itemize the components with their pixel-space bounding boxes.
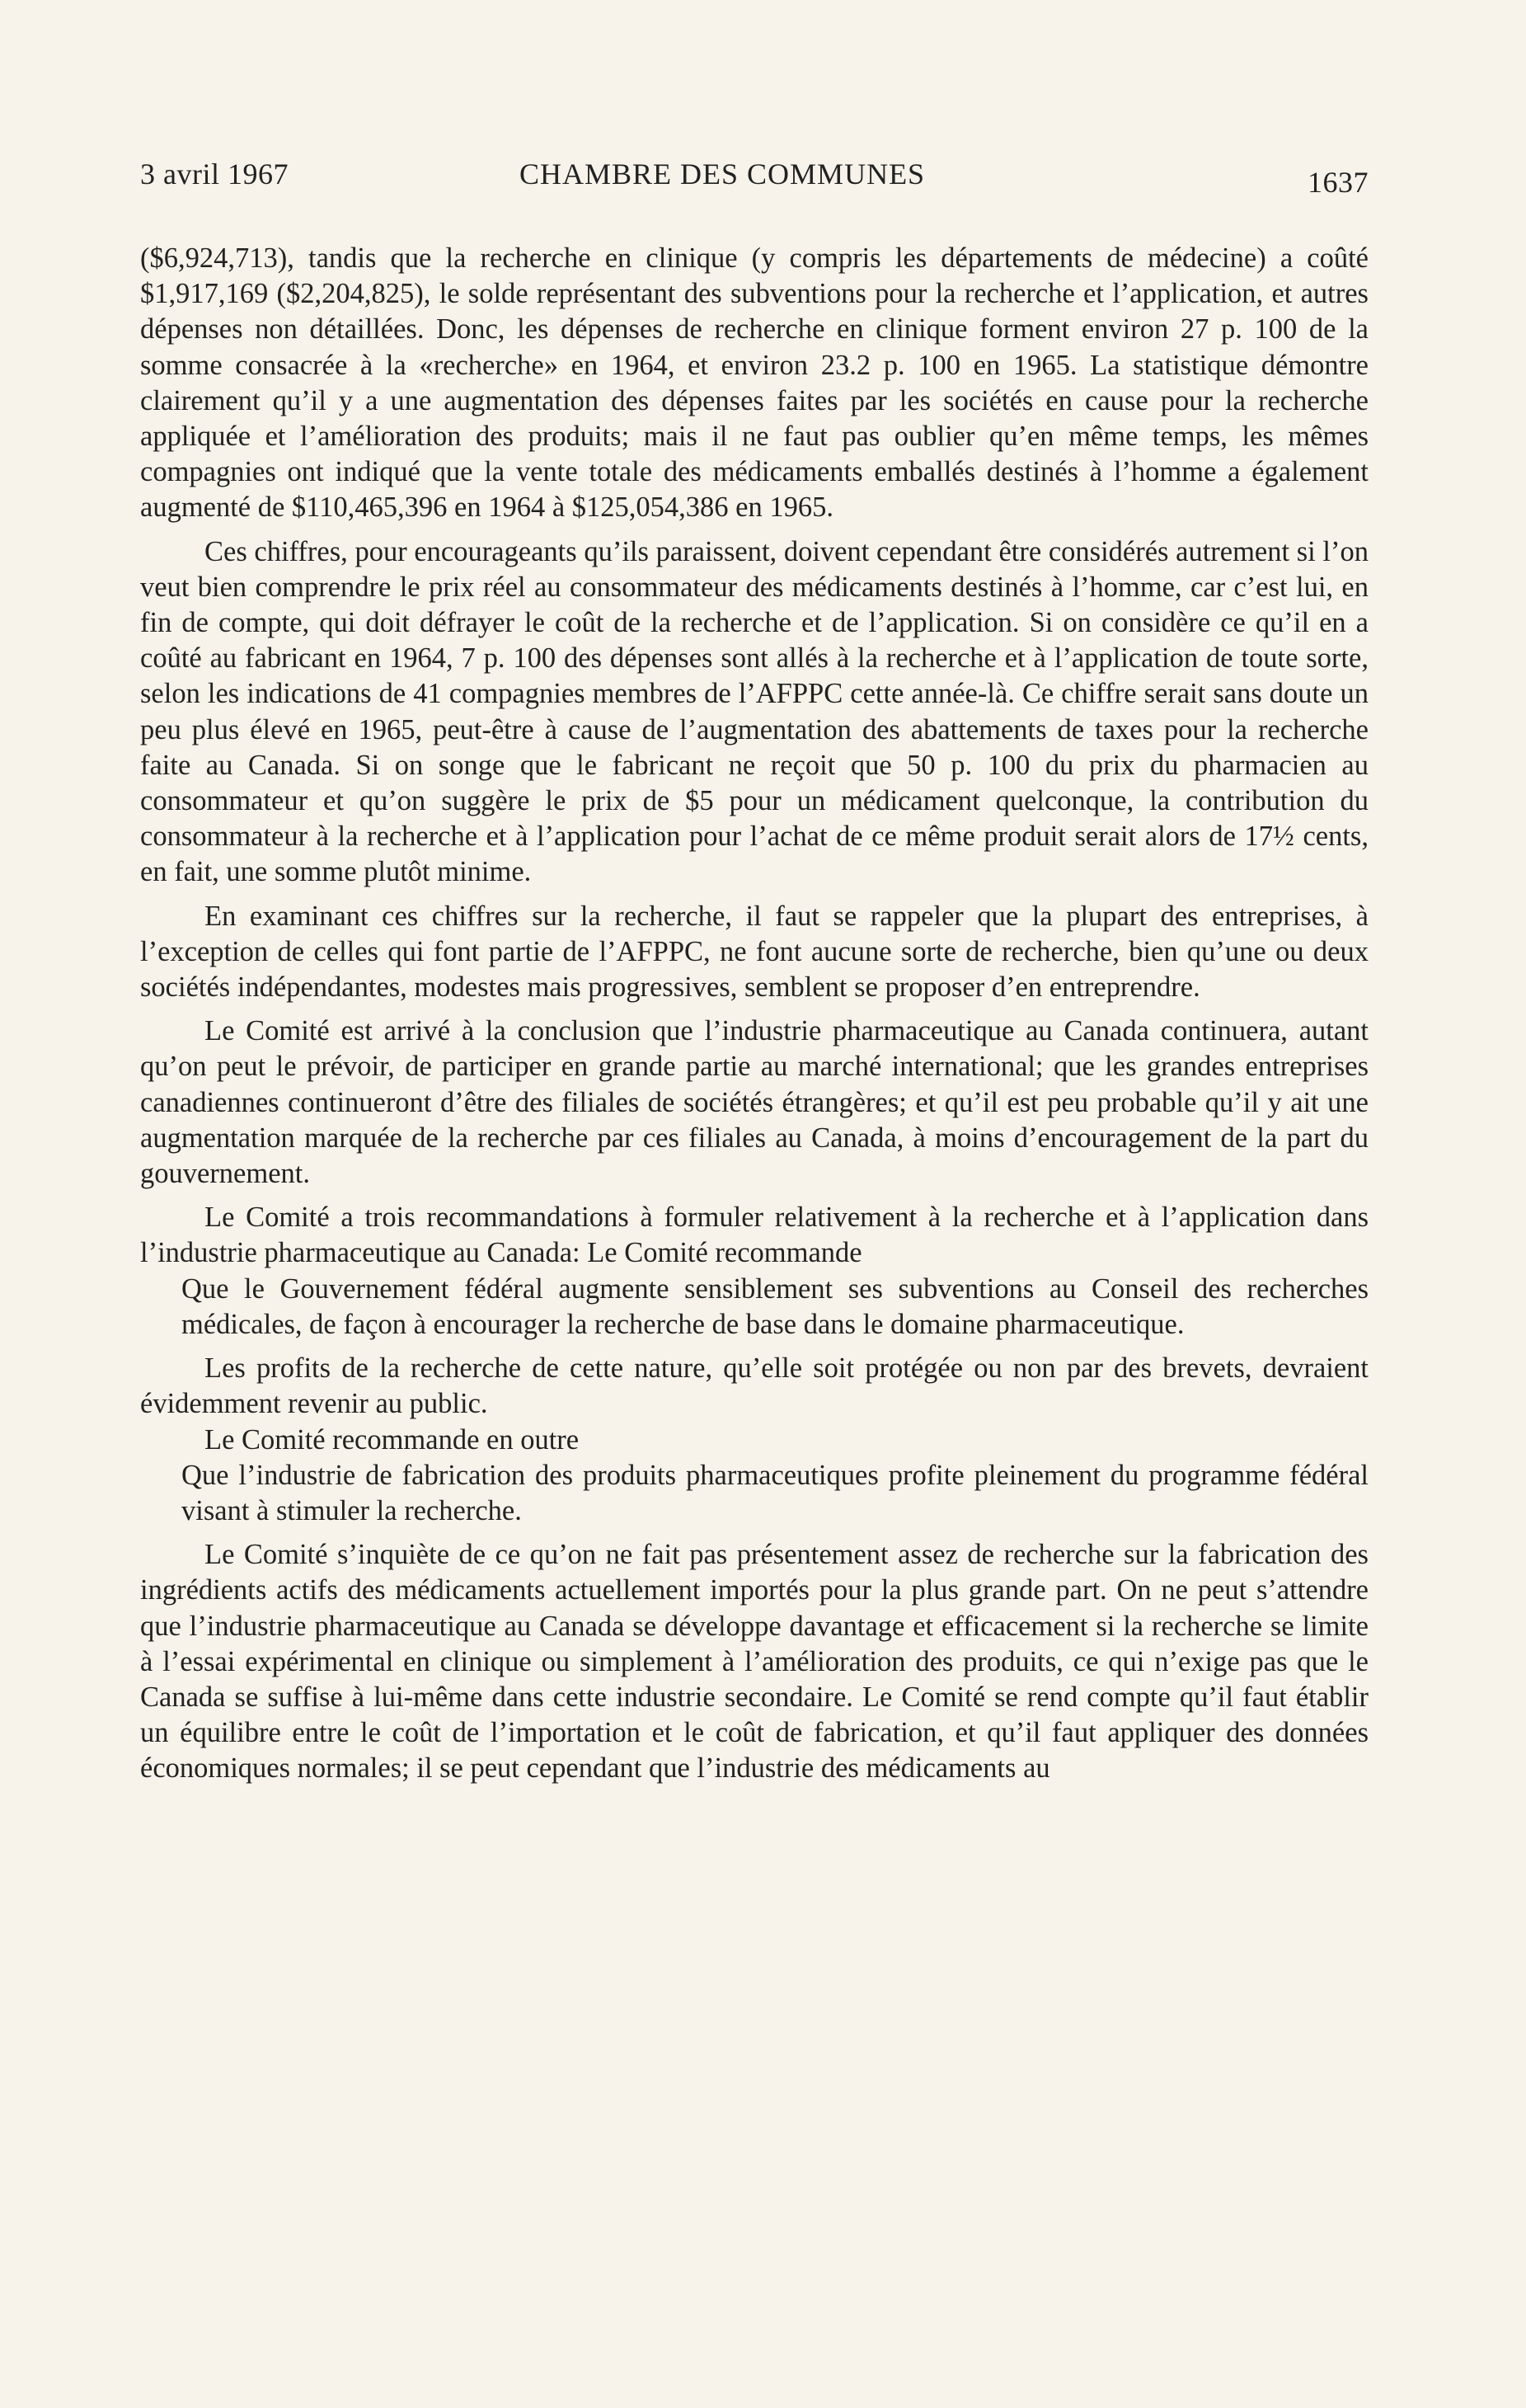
document-page [140,157,1369,1787]
header-date: 3 avril 1967 [140,158,289,190]
paragraph-4: Le Comité est arrivé à la conclusion que l’industrie pharmaceutique au Canada continuera, autant qu’on peut le prévoir, de participer en grande partie au marché international; que les grandes entreprises canadiennes continueront d’être des filiales de sociétés étrangères; et qu’il est peu probable qu’il y ait une augmentation marquée de la recherche par ces filiales au Canada, à moins d’encouragement de la part du gouvernement. [140,1015,1369,1190]
page-header [140,157,1369,206]
paragraph-2: Ces chiffres, pour encourageants qu’ils paraissent, doivent cependant être considérés autrement si l’on veut bien comprendre le prix réel au consommateur des médicaments destinés à l’homme, car c’est lui, en fin de compte, qui doit défrayer le coût de la recherche et de l’application. Si on considère ce qu’il en a coûté au fabricant en 1964, 7 p. 100 des dépenses sont allés à la recherche et à l’application de toute sorte, selon les indications de 41 compagnies membres de l’AFPPC cette année-là. Ce chiffre serait sans doute un peu plus élevé en 1965, peut-être à cause de l’augmentation des abattements de taxes pour la recherche faite au Canada. Si on songe que le fabricant ne reçoit que 50 p. 100 du prix du pharmacien au consommateur et qu’on suggère le prix de $5 pour un médicament quelconque, la contribution du consommateur à la recherche et à l’application pour l’achat de ce même produit serait alors de 17½ cents, en fait, une somme plutôt minime. [140,535,1369,888]
page-number: 1637 [1308,166,1369,199]
paragraph-last: Le Comité s’inquiète de ce qu’on ne fait pas présentement assez de recherche sur la fabrication des ingrédients actifs des médicaments actuellement importés pour la plus grande part. On ne peut s’attendre que l’industrie pharmaceutique au Canada se développe davantage et efficacement si la recherche se limite à l’essai expérimental en clinique ou simplement à l’amélioration des produits, ce qui n’exige pas que le Canada se suffise à lui-même dans cette industrie secondaire. Le Comité se rend compte qu’il faut établir un équilibre entre le coût de l’importation et le coût de fabrication, et qu’il faut appliquer des données économiques normales; il se peut cependant que l’industrie des médicaments au [140,1539,1369,1785]
recommendation-2: Que l’industrie de fabrication des produits pharmaceutiques profite pleinement du programme fédéral visant à stimuler la recherche. [181,1459,1369,1526]
paragraph-1: ($6,924,713), tandis que la recherche en clinique (y compris les départements de médecine) a coûté $1,917,169 ($2,204,825), le solde représentant des subventions pour la recherche et l’application, et autres dépenses non détaillées. Donc, les dépenses de recherche en clinique forment environ 27 p. 100 de la somme consacrée à la «recherche» en 1964, et environ 23.2 p. 100 en 1965. La statistique démontre clairement qu’il y a une augmentation des dépenses faites par les sociétés en cause pour la recherche appliquée et l’amélioration des produits; mais il ne faut pas oublier qu’en même temps, les mêmes compagnies ont indiqué que la vente totale des médicaments emballés destinés à l’homme a également augmenté de $110,465,396 en 1964 à $125,054,386 en 1965. [140,242,1369,524]
paragraph-profits: Les profits de la recherche de cette nature, qu’elle soit protégée ou non par des brevets, devraient évidemment revenir au public. [140,1352,1369,1420]
recommendation-1: Que le Gouvernement fédéral augmente sensiblement ses subventions au Conseil des recherches médicales, de façon à encourager la recherche de base dans le domaine pharmaceutique. [181,1272,1369,1340]
paragraph-3: En examinant ces chiffres sur la recherche, il faut se rappeler que la plupart des entreprises, à l’exception de celles qui font partie de l’AFPPC, ne font aucune sorte de recherche, bien qu’une ou deux sociétés indépendantes, modestes mais progressives, semblent se proposer d’en entreprendre. [140,900,1369,1004]
paragraph-5: Le Comité a trois recommandations à formuler relativement à la recherche et à l’application dans l’industrie pharmaceutique au Canada: Le Comité recommande [140,1202,1369,1269]
header-title: CHAMBRE DES COMMUNES [519,158,926,190]
document-body [140,241,1369,1787]
recommendation-lead: Le Comité recommande en outre [204,1423,580,1456]
